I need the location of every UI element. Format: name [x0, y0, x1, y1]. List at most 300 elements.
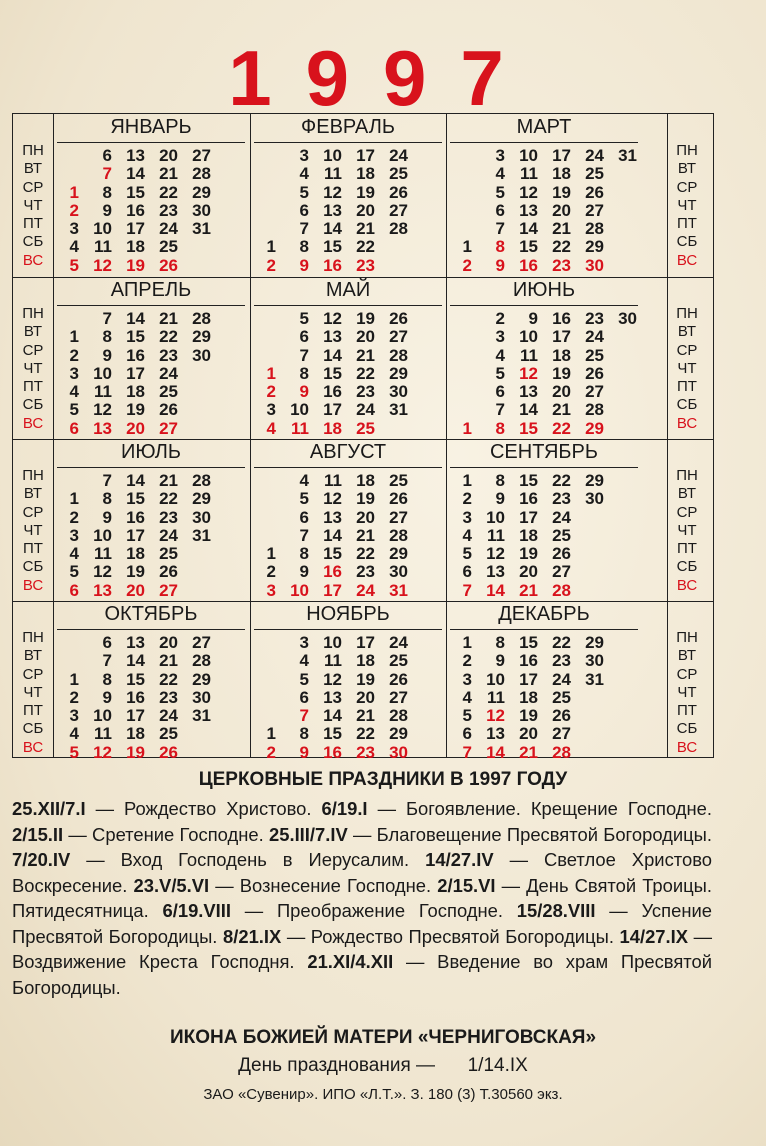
day-cell: 1	[462, 418, 472, 438]
month-name: МАРТ	[516, 116, 572, 138]
week-row	[456, 563, 604, 581]
week-row	[63, 257, 211, 275]
day-cell: 29	[192, 489, 211, 509]
holiday-date: 6/19.I	[321, 798, 368, 819]
day-cell: 26	[389, 669, 408, 689]
day-cell: 18	[519, 525, 538, 545]
day-cell: 30	[389, 382, 408, 402]
month-5	[250, 278, 446, 440]
day-cell: 13	[126, 146, 145, 165]
day-cell: 7	[299, 219, 309, 239]
day-cell: 5	[299, 669, 309, 689]
holiday-date: 25.XII/7.I	[12, 798, 86, 819]
weekday-label: ЧТ	[677, 683, 697, 701]
day-cell: 23	[159, 345, 178, 365]
day-cell: 23	[585, 309, 604, 328]
holiday-text: — Преображение Господне.	[231, 900, 517, 921]
weekday-label: ПТ	[677, 702, 697, 720]
month-underline	[254, 629, 442, 630]
day-cell: 12	[323, 489, 342, 509]
week-row	[456, 238, 637, 256]
weekday-label: ПН	[676, 467, 698, 484]
holiday-date: 2/15.VI	[437, 874, 496, 896]
day-cell: 20	[126, 418, 145, 438]
day-cell: 10	[93, 363, 112, 383]
day-cell: 25	[552, 687, 571, 707]
month-4	[53, 278, 249, 440]
day-cell: 8	[102, 182, 112, 202]
day-cell: 8	[495, 633, 505, 652]
day-cell: 8	[102, 489, 112, 509]
weekday-label: ВТ	[23, 485, 43, 503]
week-row	[456, 165, 637, 183]
weekday-label: СБ	[676, 396, 698, 414]
day-cell: 13	[323, 507, 342, 527]
day-cell: 23	[552, 255, 571, 275]
holiday-date: 25.III/7.IV	[269, 823, 348, 845]
day-cell: 4	[299, 471, 309, 490]
day-cell: 7	[462, 742, 472, 762]
month-10	[53, 602, 249, 764]
day-cell: 12	[486, 706, 505, 726]
feast-line	[0, 1055, 766, 1077]
week-row	[63, 652, 211, 670]
day-cell: 25	[159, 237, 178, 257]
day-cell: 12	[519, 182, 538, 202]
weekday-label: СР	[676, 178, 698, 196]
day-cell: 26	[159, 255, 178, 275]
holiday-text: — Сретение Господне.	[63, 823, 269, 845]
holiday-text: — День Святой Троицы. Пятидесятница.	[12, 874, 713, 921]
day-cell: 29	[192, 182, 211, 202]
day-cell: 14	[323, 219, 342, 239]
day-cell: 21	[552, 219, 571, 239]
week-row	[63, 582, 211, 600]
day-cell: 12	[323, 669, 342, 689]
week-row	[456, 545, 604, 563]
week-row	[456, 383, 637, 401]
day-cell: 21	[552, 400, 571, 420]
day-cell: 28	[552, 742, 571, 762]
day-cell: 15	[323, 237, 342, 257]
month-name: ИЮЛЬ	[121, 441, 181, 463]
day-cell: 23	[159, 507, 178, 527]
day-cell: 3	[495, 146, 505, 165]
week-row	[456, 220, 637, 238]
week-row	[63, 563, 211, 581]
day-cell: 13	[323, 200, 342, 220]
holiday-date: 15/28.VIII	[516, 900, 596, 921]
day-cell: 21	[159, 651, 178, 671]
week-row	[63, 147, 211, 165]
week-row	[260, 165, 408, 183]
day-cell: 11	[94, 237, 112, 257]
day-cell: 12	[93, 562, 112, 582]
weekday-label: ПТ	[677, 378, 697, 396]
day-cell: 16	[552, 309, 571, 328]
day-cell: 9	[299, 255, 309, 275]
day-cell: 20	[552, 200, 571, 220]
week-row	[260, 707, 408, 725]
day-cell: 28	[389, 219, 408, 239]
day-cell: 24	[159, 219, 178, 239]
day-cell: 10	[93, 706, 112, 726]
day-cell: 6	[495, 382, 505, 402]
day-cell: 24	[389, 633, 408, 652]
weekday-label: ПН	[676, 629, 698, 646]
day-cell: 6	[462, 562, 472, 582]
day-cell: 11	[94, 724, 112, 744]
month-underline	[450, 305, 638, 306]
holiday-text: — Благовещение Пресвятой Богородицы.	[347, 823, 713, 845]
day-cell: 14	[126, 309, 145, 328]
weekday-column-left	[13, 305, 53, 433]
day-cell: 31	[192, 525, 211, 545]
month-days	[63, 472, 211, 600]
weekday-label: ВТ	[677, 160, 697, 178]
day-cell: 7	[102, 164, 112, 184]
day-cell: 6	[102, 633, 112, 652]
imprint: ЗАО «Сувенир». ИПО «Л.Т.». З. 180 (3) Т.30560 экз.	[203, 1086, 563, 1103]
week-row	[63, 634, 211, 652]
week-row	[63, 744, 211, 762]
weekday-column-right	[667, 305, 707, 433]
week-row	[260, 689, 408, 707]
day-cell: 17	[519, 669, 538, 689]
month-1	[53, 115, 249, 277]
day-cell: 27	[159, 418, 178, 438]
day-cell: 31	[585, 669, 604, 689]
day-cell: 15	[519, 471, 538, 490]
day-cell: 3	[299, 146, 309, 165]
day-cell: 23	[356, 382, 375, 402]
day-cell: 11	[520, 164, 538, 184]
weekday-label: ПН	[676, 305, 698, 322]
day-cell: 29	[585, 471, 604, 490]
day-cell: 22	[159, 669, 178, 689]
day-cell: 22	[552, 237, 571, 257]
day-cell: 5	[69, 742, 79, 762]
day-cell: 2	[69, 200, 79, 220]
day-cell: 5	[299, 489, 309, 509]
day-cell: 17	[126, 525, 145, 545]
week-row	[260, 582, 408, 600]
day-cell: 13	[486, 724, 505, 744]
month-2	[250, 115, 446, 277]
weekday-label: ВС	[22, 251, 44, 269]
day-cell: 24	[159, 525, 178, 545]
day-cell: 19	[519, 544, 538, 564]
month-name: ДЕКАБРЬ	[498, 603, 590, 625]
day-cell: 15	[126, 327, 145, 347]
weekday-label: СР	[22, 341, 44, 359]
day-cell: 15	[126, 669, 145, 689]
week-row	[260, 744, 408, 762]
day-cell: 22	[159, 327, 178, 347]
day-cell: 18	[356, 164, 375, 184]
month-days	[63, 634, 211, 762]
day-cell: 14	[323, 525, 342, 545]
day-cell: 10	[323, 146, 342, 165]
month-days	[63, 147, 211, 275]
day-cell: 25	[356, 418, 375, 438]
day-cell: 29	[389, 544, 408, 564]
weekday-label: СР	[676, 665, 698, 683]
day-cell: 20	[519, 562, 538, 582]
day-cell: 25	[552, 525, 571, 545]
day-cell: 30	[192, 507, 211, 527]
day-cell: 3	[266, 400, 276, 420]
day-cell: 18	[356, 471, 375, 490]
holidays-list	[12, 796, 712, 1000]
weekday-label: ЧТ	[677, 359, 697, 377]
day-cell: 1	[69, 327, 79, 347]
day-cell: 18	[552, 164, 571, 184]
holiday-text: — Воздвижение Креста Господня.	[12, 925, 712, 972]
day-cell: 21	[356, 706, 375, 726]
day-cell: 4	[462, 687, 472, 707]
day-cell: 20	[159, 633, 178, 652]
day-cell: 4	[299, 651, 309, 671]
week-row	[456, 509, 604, 527]
day-cell: 4	[69, 724, 79, 744]
day-cell: 27	[389, 327, 408, 347]
week-row	[260, 634, 408, 652]
week-row	[260, 725, 408, 743]
week-row	[260, 490, 408, 508]
day-cell: 22	[159, 182, 178, 202]
day-cell: 11	[94, 544, 112, 564]
week-row	[456, 420, 637, 438]
week-row	[63, 545, 211, 563]
day-cell: 29	[585, 633, 604, 652]
day-cell: 17	[323, 580, 342, 600]
week-row	[456, 671, 604, 689]
day-cell: 7	[495, 219, 505, 239]
month-name: СЕНТЯБРЬ	[489, 441, 599, 463]
weekday-label: ЧТ	[677, 521, 697, 539]
day-cell: 14	[519, 219, 538, 239]
day-cell: 9	[299, 562, 309, 582]
day-cell: 19	[356, 182, 375, 202]
month-name: НОЯБРЬ	[306, 603, 390, 625]
month-underline	[254, 142, 442, 143]
day-cell: 2	[462, 489, 472, 509]
weekday-label: СБ	[22, 720, 44, 738]
weekday-label: ЧТ	[677, 196, 697, 214]
day-cell: 17	[552, 146, 571, 165]
weekday-label: ПТ	[23, 378, 43, 396]
day-cell: 3	[462, 507, 472, 527]
week-row	[260, 545, 408, 563]
week-row	[260, 652, 408, 670]
day-cell: 9	[495, 255, 505, 275]
day-cell: 29	[192, 327, 211, 347]
month-11	[250, 602, 446, 764]
day-cell: 1	[69, 489, 79, 509]
day-cell: 14	[126, 164, 145, 184]
day-cell: 23	[159, 200, 178, 220]
day-cell: 14	[323, 706, 342, 726]
day-cell: 14	[126, 471, 145, 490]
day-cell: 6	[462, 724, 472, 744]
holiday-date: 8/21.IX	[223, 925, 282, 947]
holiday-date: 7/20.IV	[12, 849, 71, 870]
day-cell: 6	[299, 687, 309, 707]
month-name: ЯНВАРЬ	[110, 116, 192, 138]
weekday-label: ПН	[22, 305, 44, 322]
day-cell: 19	[356, 309, 375, 328]
day-cell: 5	[462, 544, 472, 564]
day-cell: 20	[356, 327, 375, 347]
weekday-label: ВС	[22, 576, 44, 594]
day-cell: 9	[495, 651, 505, 671]
day-cell: 2	[462, 255, 472, 275]
day-cell: 19	[552, 182, 571, 202]
day-cell: 1	[462, 471, 472, 490]
day-cell: 3	[266, 580, 276, 600]
day-cell: 15	[519, 633, 538, 652]
day-cell: 14	[486, 742, 505, 762]
weekday-label: ПТ	[23, 540, 43, 558]
week-row	[260, 401, 408, 419]
day-cell: 8	[102, 669, 112, 689]
day-cell: 31	[192, 706, 211, 726]
day-cell: 6	[299, 200, 309, 220]
day-cell: 8	[495, 418, 505, 438]
month-name: ОКТЯБРЬ	[104, 603, 198, 625]
day-cell: 9	[528, 309, 538, 328]
week-row	[456, 582, 604, 600]
feast-label: День празднования —	[238, 1055, 436, 1076]
day-cell: 7	[102, 309, 112, 328]
icon-title: ИКОНА БОЖИЕЙ МАТЕРИ «ЧЕРНИГОВСКАЯ»	[169, 1027, 597, 1048]
day-cell: 12	[93, 742, 112, 762]
day-cell: 6	[299, 507, 309, 527]
weekday-label: СР	[22, 665, 44, 683]
month-underline	[57, 305, 245, 306]
day-cell: 30	[389, 562, 408, 582]
week-row	[63, 220, 211, 238]
day-cell: 8	[102, 327, 112, 347]
weekday-label: ЧТ	[23, 683, 43, 701]
week-row	[456, 147, 637, 165]
week-row	[63, 328, 211, 346]
day-cell: 28	[192, 471, 211, 490]
weekday-label: ВТ	[23, 160, 43, 178]
weekday-column-right	[667, 629, 707, 757]
day-cell: 20	[159, 146, 178, 165]
day-cell: 2	[69, 687, 79, 707]
week-row	[63, 707, 211, 725]
day-cell: 5	[69, 562, 79, 582]
day-cell: 3	[299, 633, 309, 652]
day-cell: 18	[126, 544, 145, 564]
weekday-label: ПН	[22, 142, 44, 159]
day-cell: 21	[519, 742, 538, 762]
week-row	[260, 509, 408, 527]
day-cell: 3	[69, 706, 79, 726]
week-row	[260, 563, 408, 581]
weekday-label: СР	[22, 503, 44, 521]
month-underline	[254, 467, 442, 468]
week-row	[260, 238, 408, 256]
holiday-text: — Вознесение Господне.	[209, 874, 438, 896]
holiday-text: — Светлое Христово Воскресение.	[12, 849, 713, 896]
month-name: ФЕВРАЛЬ	[301, 116, 395, 138]
week-row	[260, 202, 408, 220]
day-cell: 15	[126, 489, 145, 509]
month-underline	[450, 142, 638, 143]
weekday-label: СБ	[22, 233, 44, 251]
day-cell: 16	[126, 345, 145, 365]
day-cell: 1	[266, 363, 276, 383]
week-row	[260, 420, 408, 438]
day-cell: 22	[552, 471, 571, 490]
day-cell: 20	[552, 382, 571, 402]
holiday-text: — Рождество Пресвятой Богородицы.	[281, 925, 620, 947]
day-cell: 16	[519, 489, 538, 509]
day-cell: 9	[102, 345, 112, 365]
day-cell: 22	[159, 489, 178, 509]
day-cell: 24	[159, 363, 178, 383]
day-cell: 18	[323, 418, 342, 438]
day-cell: 21	[356, 525, 375, 545]
week-row	[260, 527, 408, 545]
holiday-date: 2/15.II	[12, 823, 64, 845]
day-cell: 24	[552, 507, 571, 527]
weekday-label: ВТ	[23, 323, 43, 341]
weekday-column-left	[13, 142, 53, 270]
day-cell: 15	[323, 724, 342, 744]
day-cell: 2	[266, 742, 276, 762]
day-cell: 10	[486, 669, 505, 689]
day-cell: 2	[266, 382, 276, 402]
week-row	[260, 472, 408, 490]
week-row	[260, 383, 408, 401]
day-cell: 7	[495, 400, 505, 420]
day-cell: 12	[93, 400, 112, 420]
holiday-text: — Вход Господень в Иерусалим.	[70, 849, 426, 870]
day-cell: 20	[356, 507, 375, 527]
day-cell: 30	[192, 345, 211, 365]
day-cell: 21	[519, 580, 538, 600]
weekday-label: ПН	[22, 467, 44, 484]
day-cell: 7	[299, 345, 309, 365]
day-cell: 26	[389, 309, 408, 328]
month-days	[260, 634, 408, 762]
day-cell: 29	[585, 418, 604, 438]
day-cell: 5	[69, 255, 79, 275]
day-cell: 12	[323, 182, 342, 202]
weekday-label: ЧТ	[23, 521, 43, 539]
day-cell: 17	[552, 327, 571, 347]
day-cell: 15	[323, 544, 342, 564]
day-cell: 19	[519, 706, 538, 726]
day-cell: 6	[69, 580, 79, 600]
day-cell: 21	[159, 309, 178, 328]
day-cell: 20	[126, 580, 145, 600]
week-row	[456, 652, 604, 670]
day-cell: 13	[126, 633, 145, 652]
holiday-text: — Введение во храм Пресвятой Богородицы.	[12, 951, 713, 998]
day-cell: 10	[519, 327, 538, 347]
day-cell: 25	[389, 471, 408, 490]
weekday-label: ВС	[676, 414, 698, 432]
day-cell: 13	[486, 562, 505, 582]
month-days	[456, 310, 637, 438]
month-underline	[57, 629, 245, 630]
